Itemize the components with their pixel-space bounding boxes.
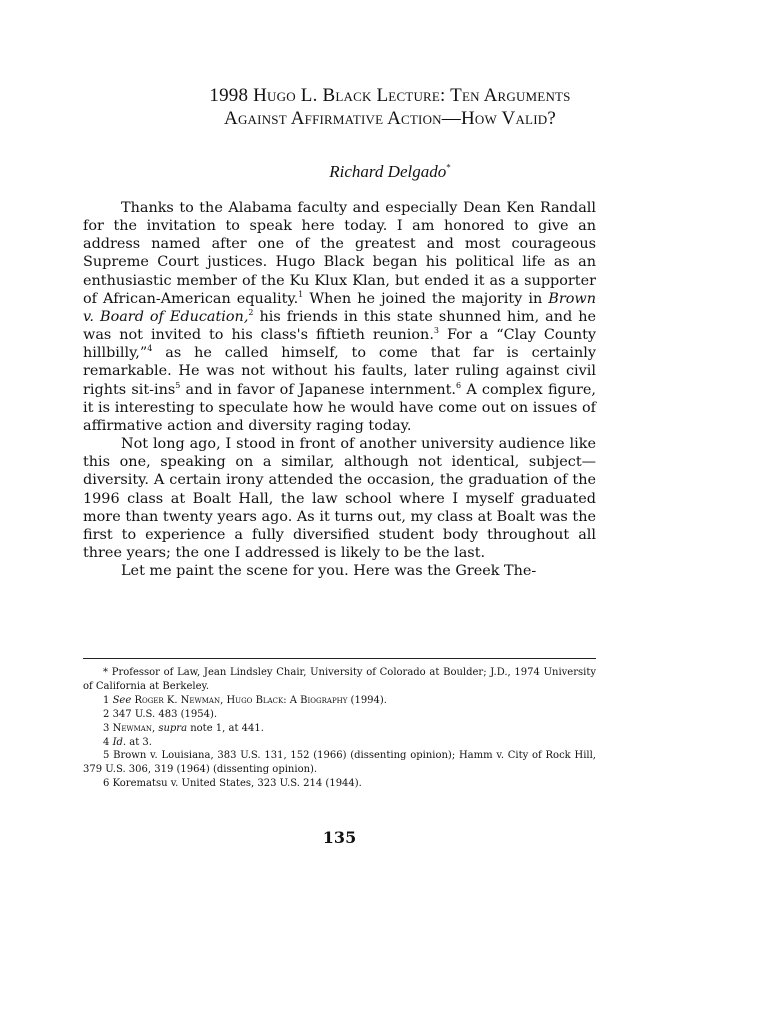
footnote-ref-5: 5 xyxy=(175,380,181,390)
paragraph-1 xyxy=(83,199,596,435)
footnote-ref-4: 4 xyxy=(147,344,153,354)
footnote-4-text: at 3. xyxy=(126,736,152,748)
paragraph-1-text-c: his friends in this state shunned him, and he was not invited to his class's fiftieth reunion. xyxy=(83,308,596,344)
footnote-6-text: Korematsu v. United States, 323 U.S. 214 (1944). xyxy=(112,778,362,790)
footnotes xyxy=(83,666,596,791)
footnote-ref-2: 2 xyxy=(248,308,254,318)
footnote-4-id: Id. xyxy=(112,736,127,748)
footnote-2-number: 2 xyxy=(103,708,110,720)
footnote-5 xyxy=(83,749,596,777)
title-line-2: Against Affirmative Action—How Valid? xyxy=(224,108,556,129)
footnote-4 xyxy=(83,736,596,750)
footnote-3-number: 3 xyxy=(103,722,110,734)
author-name: Richard Delgado xyxy=(329,162,447,181)
footnote-1-year: (1994). xyxy=(347,694,387,706)
page-number: 135 xyxy=(322,828,357,847)
footnote-3-text: note 1, at 441. xyxy=(187,722,264,734)
footnote-ref-3: 3 xyxy=(433,326,439,336)
footnote-3-author: Newman xyxy=(112,722,152,734)
footnote-5-number: 5 xyxy=(103,750,110,762)
footnote-1-signal: See xyxy=(112,694,132,706)
footnote-ref-1: 1 xyxy=(298,289,304,299)
article-title xyxy=(90,84,690,130)
title-line-1: 1998 Hugo L. Black Lecture: Ten Arguments xyxy=(209,85,571,106)
footnote-ref-6: 6 xyxy=(456,380,462,390)
footnote-divider xyxy=(83,658,596,659)
paragraph-2: Not long ago, I stood in front of another university audience like this one, speaking on a similar, although not identical, subject—diversity. A certain irony attended the occasion, the graduation of the 1996 class at Boalt Hall, the law school where I myself graduated more than twenty years ago. As it turns out, my class at Boalt was the first to experience a fully diversified student body throughout all three years; the one I addressed is likely to be the last. xyxy=(83,436,596,561)
footnote-1-title: Hugo Black: A Biography xyxy=(226,694,348,706)
paragraph-1-text-g: A complex figure, it is interesting to speculate how he would have come out on issues of affirmative action and diversity raging today. xyxy=(83,381,596,434)
paragraph-1-text-f: and in favor of Japanese internment. xyxy=(180,381,457,398)
footnote-3: 3 Newman, supra note 1, at 441. xyxy=(103,722,264,734)
footnote-2-text: 347 U.S. 483 (1954). xyxy=(112,708,218,720)
paragraph-1-text-a: Thanks to the Alabama faculty and especially Dean Ken Randall for the invitation to speak here today. I am honored to give an address named after one of the greatest and most courageous Supreme Court justices. Hugo Black began his political life as an enthusiastic member of the Ku Klux Klan, but ended it as a supporter of African-American equality. xyxy=(83,200,596,307)
footnote-star xyxy=(83,666,596,694)
footnote-1-number: 1 xyxy=(103,694,110,706)
paragraph-1-text-b: When he joined the majority in xyxy=(303,290,549,307)
footnote-6-number: 6 xyxy=(103,778,110,790)
footnote-1-author: Roger K. Newman xyxy=(134,694,221,706)
footnote-5-text: Brown v. Louisiana, 383 U.S. 131, 152 (1966) (dissenting opinion); Hamm v. City of Rock Hill, 379 U.S. 306, 319 (1964) (dissenting opinion). xyxy=(83,750,596,776)
footnote-6 xyxy=(83,777,596,791)
body-text xyxy=(83,199,596,580)
footnote-1: 1 See Roger K. Newman, Hugo Black: A Biography (1994). xyxy=(103,694,387,706)
author-footnote-mark: * xyxy=(446,162,451,173)
case-name-brown: Brown v. Board of Education, xyxy=(83,290,597,325)
footnote-star-text: Professor of Law, Jean Lindsley Chair, University of Colorado at Boulder; J.D., 1974 University of California at Berkeley. xyxy=(83,667,596,692)
author-byline xyxy=(90,162,690,182)
footnote-3-supra: supra xyxy=(158,722,188,734)
paragraph-1-text-e: as he called himself, to come that far is certainly remarkable. He was not without his faults, later ruling against civil rights sit-ins xyxy=(83,345,596,398)
footnote-star-mark: * xyxy=(103,667,108,678)
footnote-2 xyxy=(83,708,596,722)
footnote-4-number: 4 xyxy=(103,736,110,748)
paragraph-1-text-d: For a “Clay County hillbilly,” xyxy=(83,327,596,362)
paragraph-3: Let me paint the scene for you. Here was the Greek The- xyxy=(121,563,537,580)
